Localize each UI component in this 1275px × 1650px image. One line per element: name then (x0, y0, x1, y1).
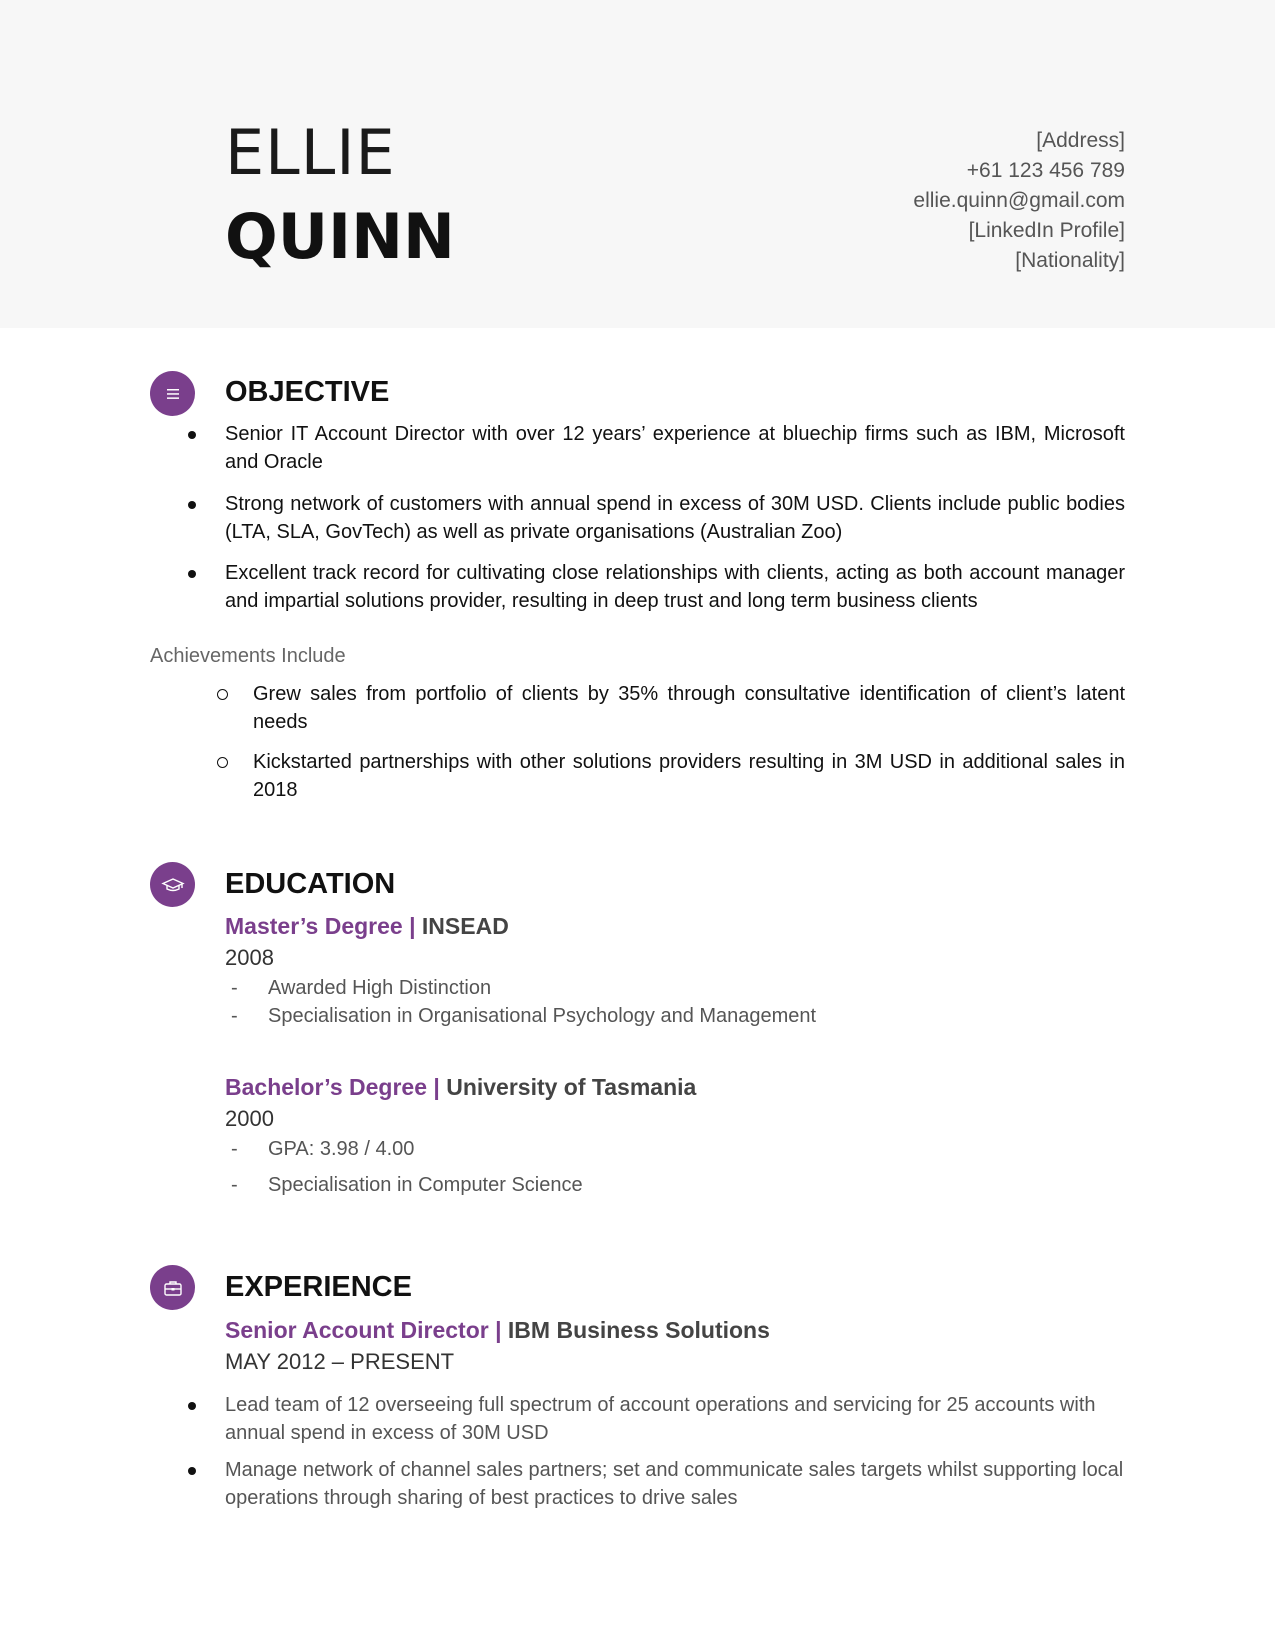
degree-line (225, 913, 509, 940)
separator: | (495, 1317, 502, 1343)
dash: - (231, 1138, 238, 1160)
bullet-dot (188, 1467, 196, 1475)
objective-bullet: Excellent track record for cultivating close relationships with clients, acting as both account manager and impartial solutions provider, resulting in deep trust and long term business clients (225, 562, 1125, 612)
achievements-label: Achievements Include (150, 645, 346, 667)
contact-email[interactable]: ellie.quinn@gmail.com (913, 189, 1125, 212)
separator: | (433, 1074, 440, 1100)
employment-period: MAY 2012 – PRESENT (225, 1349, 455, 1374)
objective-bullet: Strong network of customers with annual spend in excess of 30M USD. Clients include public bodies (LTA, SLA, GovTech) as well as private organisations (Australian Zoo) (225, 493, 1125, 543)
education-year: 2000 (225, 1106, 274, 1131)
degree-name: Master’s Degree (225, 913, 403, 939)
institution: University of Tasmania (446, 1074, 697, 1100)
education-detail: GPA: 3.98 / 4.00 (268, 1138, 415, 1160)
education-detail: Specialisation in Computer Science (268, 1174, 583, 1196)
education-title: EDUCATION (225, 868, 396, 900)
institution: INSEAD (421, 913, 509, 939)
last-name: QUINN (225, 200, 455, 273)
contact-address: [Address] (1036, 129, 1125, 152)
header-band (0, 0, 1275, 328)
list-icon (150, 371, 195, 416)
experience-bullet: Lead team of 12 overseeing full spectrum of account operations and servicing for 25 accounts with annual spend in excess of 30M USD (225, 1394, 1096, 1444)
role-title: Senior Account Director (225, 1317, 489, 1343)
experience-title: EXPERIENCE (225, 1271, 412, 1303)
bullet-dot (188, 431, 196, 439)
circle-bullet (217, 689, 228, 700)
bullet-dot (188, 570, 196, 578)
first-name: ELLIE (225, 116, 396, 189)
degree-line (225, 1074, 696, 1101)
contact-linkedin[interactable]: [LinkedIn Profile] (968, 219, 1125, 242)
role-line (225, 1317, 770, 1344)
objective-title: OBJECTIVE (225, 376, 390, 408)
circle-bullet (217, 757, 228, 768)
graduation-cap-icon (150, 862, 195, 907)
experience-bullet: Manage network of channel sales partners; set and communicate sales targets whilst supporting local operations through sharing of best practices to drive sales (225, 1459, 1124, 1509)
degree-name: Bachelor’s Degree (225, 1074, 427, 1100)
bullet-dot (188, 1402, 196, 1410)
education-year: 2008 (225, 945, 274, 970)
contact-nationality: [Nationality] (1015, 249, 1125, 272)
separator: | (409, 913, 416, 939)
dash: - (231, 977, 238, 999)
contact-block (913, 126, 1125, 276)
objective-bullet: Senior IT Account Director with over 12 years’ experience at bluechip firms such as IBM, Microsoft and Oracle (225, 423, 1125, 473)
contact-phone: +61 123 456 789 (966, 159, 1125, 182)
dash: - (231, 1005, 238, 1027)
achievement-item: Kickstarted partnerships with other solutions providers resulting in 3M USD in additional sales in 2018 (253, 751, 1125, 801)
achievement-item: Grew sales from portfolio of clients by 35% through consultative identification of client’s latent needs (253, 683, 1125, 733)
education-detail: Awarded High Distinction (268, 977, 492, 999)
bullet-dot (188, 501, 196, 509)
education-detail: Specialisation in Organisational Psychology and Management (268, 1005, 817, 1027)
company-name: IBM Business Solutions (507, 1317, 770, 1343)
dash: - (231, 1174, 238, 1196)
briefcase-icon (150, 1265, 195, 1310)
